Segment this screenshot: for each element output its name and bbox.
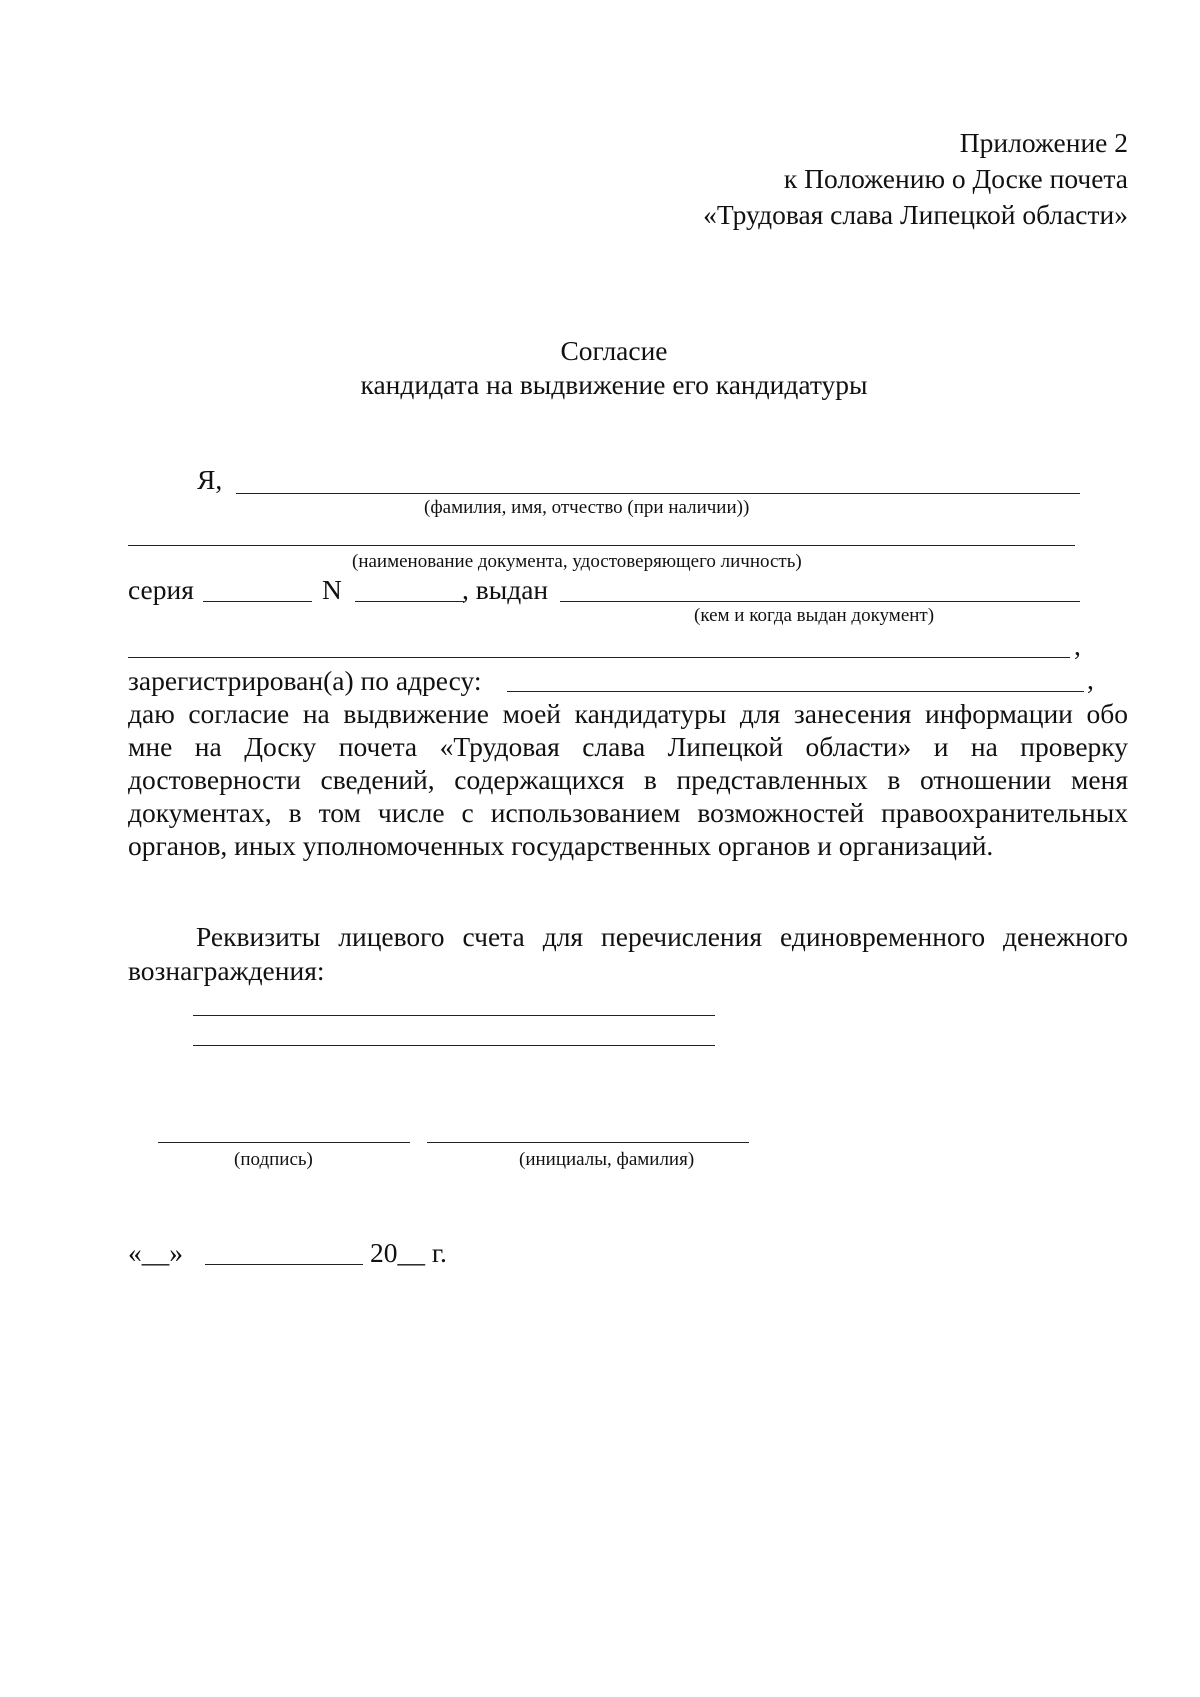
consent-line-3: достоверности сведений, содержащихся в представленных в отношении меня (128, 764, 1128, 795)
address-label: зарегистрирован(а) по адресу: (128, 665, 482, 696)
consent-line-4: документах, в том числе с использованием возможностей правоохранительных (128, 797, 1128, 828)
consent-line-1: даю согласие на выдвижение моей кандидатуры для занесения информации обо (128, 698, 1128, 729)
fio-caption: (фамилия, имя, отчество (при наличии)) (424, 497, 750, 518)
date-year: 20__ г. (370, 1237, 447, 1268)
number-field-line[interactable] (355, 601, 464, 602)
date-month-field-line[interactable] (205, 1264, 363, 1265)
annex-header (703, 125, 1128, 233)
address-field-line[interactable] (507, 691, 1084, 692)
fio-field-line[interactable] (236, 493, 1080, 494)
issued-field-line[interactable] (560, 601, 1080, 602)
account-line-2: вознаграждения: (128, 955, 325, 986)
consent-line-5: органов, иных уполномоченных государственных органов и организаций. (128, 830, 994, 861)
continuation-comma: , (1074, 630, 1081, 661)
series-field-line[interactable] (203, 601, 312, 602)
document-subtitle: кандидата на выдвижение его кандидатуры (360, 369, 868, 400)
document-title: Согласие (560, 335, 668, 366)
signature-field-line[interactable] (158, 1142, 410, 1143)
consent-line-2: мне на Доску почета «Трудовая слава Липецкой области» и на проверку (128, 731, 1128, 762)
ya-label: Я, (197, 464, 223, 495)
annex-line-2: к Положению о Доске почета (783, 163, 1128, 194)
annex-line-3: «Трудовая слава Липецкой области» (703, 199, 1128, 230)
name-field-line[interactable] (427, 1142, 749, 1143)
signature-caption: (подпись) (234, 1149, 313, 1170)
number-label: N (322, 574, 342, 605)
issued-caption: (кем и когда выдан документ) (694, 605, 935, 626)
consent-paragraph (128, 697, 1128, 862)
annex-line-1: Приложение 2 (959, 127, 1128, 158)
address-comma: , (1087, 664, 1094, 695)
date-day: «__» (128, 1237, 183, 1268)
name-caption: (инициалы, фамилия) (519, 1149, 695, 1170)
document-name-field-line[interactable] (128, 545, 1075, 546)
document-name-caption: (наименование документа, удостоверяющего личность) (352, 551, 802, 572)
account-field-line-2[interactable] (193, 1045, 715, 1046)
account-line-1: Реквизиты лицевого счета для перечисления единовременного денежного (196, 921, 1128, 952)
series-label: серия (128, 574, 194, 605)
issued-label: , выдан (462, 574, 549, 605)
issued-continuation-field-line[interactable] (128, 657, 1070, 658)
account-field-line-1[interactable] (193, 1015, 715, 1016)
